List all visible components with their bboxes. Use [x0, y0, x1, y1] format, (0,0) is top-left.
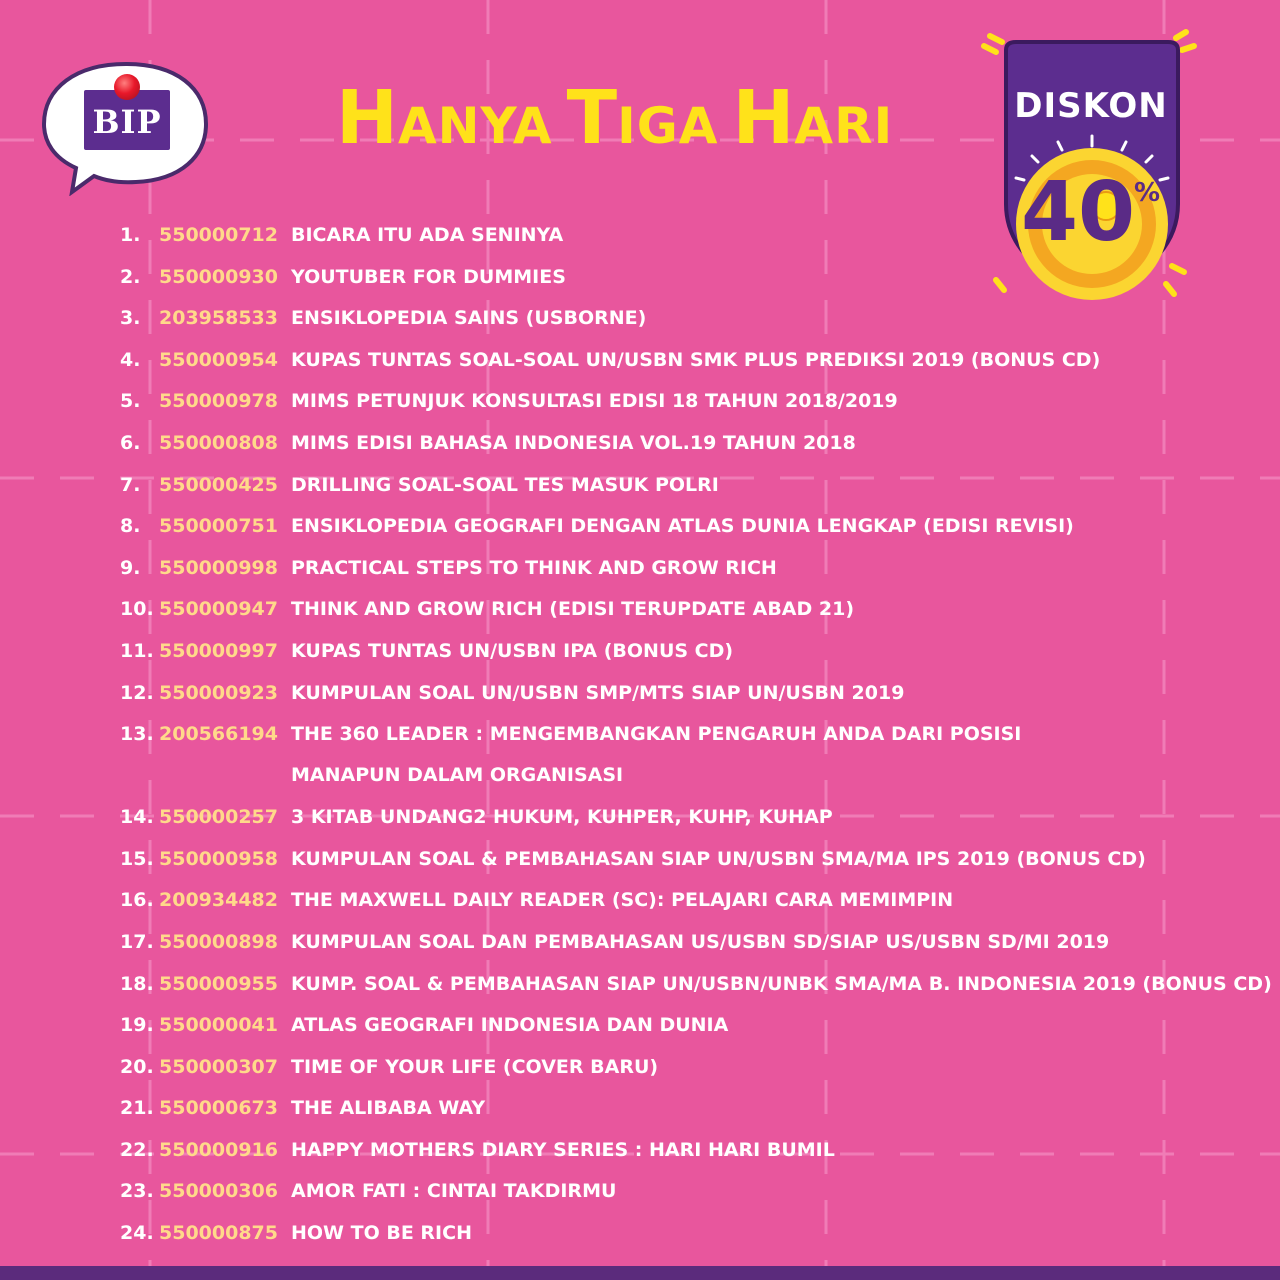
item-title: MIMS EDISI BAHASA INDONESIA VOL.19 TAHUN 2018: [291, 431, 856, 454]
list-item: [0, 963, 1280, 1005]
item-code: 550000257: [159, 806, 278, 829]
title-letter: H: [336, 75, 398, 161]
list-item: [0, 214, 1280, 256]
item-number: 23.: [120, 1180, 154, 1203]
item-code: 550000808: [159, 431, 278, 454]
bottom-bar: [0, 1266, 1280, 1280]
item-code: 550000978: [159, 390, 278, 413]
item-title: ENSIKLOPEDIA GEOGRAFI DENGAN ATLAS DUNIA LENGKAP (EDISI REVISI): [291, 515, 1074, 538]
item-title: HOW TO BE RICH: [291, 1222, 472, 1245]
item-number: 4.: [120, 348, 141, 371]
title-letter: H: [732, 75, 795, 161]
page-title: [336, 75, 936, 161]
item-number: 13.: [120, 723, 154, 746]
item-number: 5.: [120, 390, 141, 413]
title-word-part: IGA: [617, 97, 719, 155]
list-item: [0, 505, 1280, 547]
item-code: 550000958: [159, 847, 278, 870]
list-item: [0, 547, 1280, 589]
list-item: [0, 838, 1280, 880]
item-number: 24.: [120, 1222, 154, 1245]
item-title: KUMPULAN SOAL DAN PEMBAHASAN US/USBN SD/SIAP US/USBN SD/MI 2019: [291, 930, 1110, 953]
item-number: 21.: [120, 1097, 154, 1120]
item-number: 14.: [120, 806, 154, 829]
item-title: THE MAXWELL DAILY READER (SC): PELAJARI CARA MEMIMPIN: [291, 889, 954, 912]
list-item: [0, 380, 1280, 422]
item-title: AMOR FATI : CINTAI TAKDIRMU: [291, 1180, 617, 1203]
item-number: 2.: [120, 265, 141, 288]
logo-red-dot-icon: [114, 74, 140, 100]
item-number: 10.: [120, 598, 154, 621]
list-item: [0, 339, 1280, 381]
list-item: [0, 1046, 1280, 1088]
item-number: 8.: [120, 515, 141, 538]
item-code: 550000930: [159, 265, 278, 288]
logo-text: BIP: [92, 103, 162, 141]
item-title: 3 KITAB UNDANG2 HUKUM, KUHPER, KUHP, KUHAP: [291, 806, 833, 829]
list-item: [0, 1170, 1280, 1212]
list-item: [0, 1212, 1280, 1254]
item-title: THINK AND GROW RICH (EDISI TERUPDATE ABAD 21): [291, 598, 855, 621]
item-number: 12.: [120, 681, 154, 704]
badge-label: DISKON: [1014, 86, 1168, 126]
item-number: 7.: [120, 473, 141, 496]
title-letter: T: [566, 75, 618, 161]
item-code: 550000898: [159, 930, 278, 953]
brand-logo: [36, 56, 216, 196]
item-title: ENSIKLOPEDIA SAINS (USBORNE): [291, 307, 647, 330]
item-code: 550000998: [159, 556, 278, 579]
item-code: 550000875: [159, 1222, 278, 1245]
list-item: [0, 1004, 1280, 1046]
item-code: 550000923: [159, 681, 278, 704]
list-item: [0, 879, 1280, 921]
item-code: 550000041: [159, 1014, 278, 1037]
list-item: [0, 588, 1280, 630]
title-word-part: ANYA: [397, 97, 553, 155]
item-title: TIME OF YOUR LIFE (COVER BARU): [291, 1055, 659, 1078]
title-word-part: ARI: [794, 97, 894, 155]
item-title: KUMPULAN SOAL & PEMBAHASAN SIAP UN/USBN SMA/MA IPS 2019 (BONUS CD): [291, 847, 1146, 870]
item-title: THE 360 LEADER : MENGEMBANGKAN PENGARUH ANDA DARI POSISI MANAPUN DALAM ORGANISASI: [291, 723, 1022, 787]
item-code: 550000954: [159, 348, 278, 371]
item-code: 550000712: [159, 224, 278, 246]
list-item: [0, 796, 1280, 838]
book-list: [0, 214, 1280, 1254]
item-code: 550000306: [159, 1180, 278, 1203]
item-number: 20.: [120, 1055, 154, 1078]
list-item: [0, 672, 1280, 714]
item-title: PRACTICAL STEPS TO THINK AND GROW RICH: [291, 556, 777, 579]
item-title: KUMP. SOAL & PEMBAHASAN SIAP UN/USBN/UNBK SMA/MA B. INDONESIA 2019 (BONUS CD): [291, 972, 1272, 995]
item-number: 17.: [120, 930, 154, 953]
item-code: 550000673: [159, 1097, 278, 1120]
badge-value: 40: [1020, 165, 1136, 260]
list-item: [0, 464, 1280, 506]
item-number: 15.: [120, 847, 154, 870]
list-item: [0, 630, 1280, 672]
item-code: 550000997: [159, 639, 278, 662]
list-item: [0, 713, 1280, 796]
item-title: BICARA ITU ADA SENINYA: [291, 224, 564, 246]
item-title: KUMPULAN SOAL UN/USBN SMP/MTS SIAP UN/USBN 2019: [291, 681, 905, 704]
item-code: 550000425: [159, 473, 278, 496]
item-number: 18.: [120, 972, 154, 995]
list-item: [0, 1087, 1280, 1129]
item-title: YOUTUBER FOR DUMMIES: [291, 265, 566, 288]
list-item: [0, 422, 1280, 464]
item-title: THE ALIBABA WAY: [291, 1097, 486, 1120]
item-title: KUPAS TUNTAS UN/USBN IPA (BONUS CD): [291, 639, 734, 662]
item-number: 11.: [120, 639, 154, 662]
item-number: 3.: [120, 307, 141, 330]
item-title: ATLAS GEOGRAFI INDONESIA DAN DUNIA: [291, 1014, 729, 1037]
item-code: 550000947: [159, 598, 278, 621]
item-code: 200934482: [159, 889, 278, 912]
item-number: 19.: [120, 1014, 154, 1037]
item-title: HAPPY MOTHERS DIARY SERIES : HARI HARI BUMIL: [291, 1138, 835, 1161]
item-code: 550000916: [159, 1138, 278, 1161]
item-number: 6.: [120, 431, 141, 454]
list-item: [0, 297, 1280, 339]
item-code: 203958533: [159, 307, 278, 330]
item-number: 16.: [120, 889, 154, 912]
list-item: [0, 1129, 1280, 1171]
item-code: 550000307: [159, 1055, 278, 1078]
item-number: 22.: [120, 1138, 154, 1161]
item-title: DRILLING SOAL-SOAL TES MASUK POLRI: [291, 473, 719, 496]
item-title: MIMS PETUNJUK KONSULTASI EDISI 18 TAHUN 2018/2019: [291, 390, 898, 413]
item-title: KUPAS TUNTAS SOAL-SOAL UN/USBN SMK PLUS PREDIKSI 2019 (BONUS CD): [291, 348, 1101, 371]
item-number: 1.: [120, 224, 141, 246]
item-code: 550000751: [159, 515, 278, 538]
badge-percent: %: [1134, 178, 1161, 208]
list-item: [0, 256, 1280, 298]
item-code: 550000955: [159, 972, 278, 995]
list-item: [0, 921, 1280, 963]
item-code: 200566194: [159, 723, 278, 746]
item-number: 9.: [120, 556, 141, 579]
